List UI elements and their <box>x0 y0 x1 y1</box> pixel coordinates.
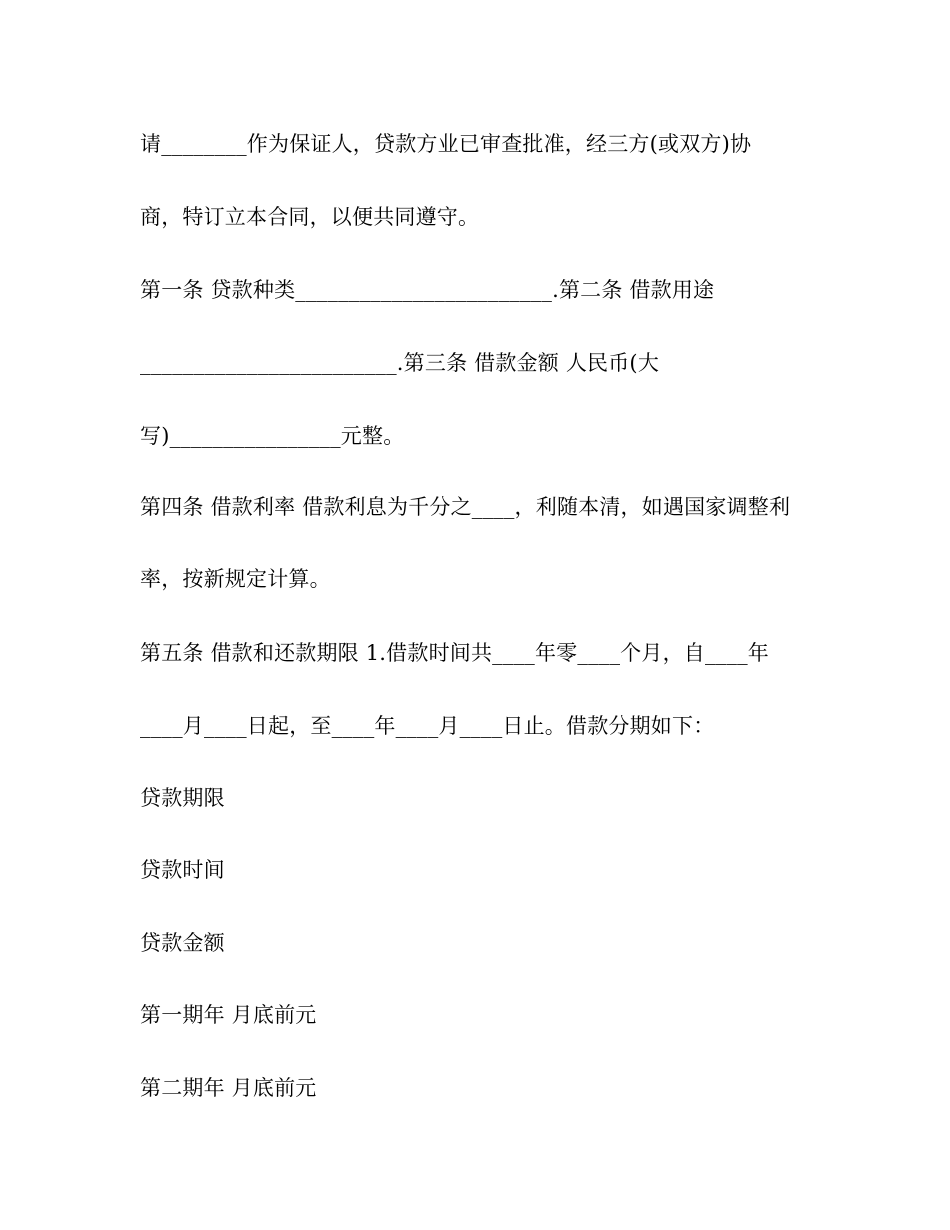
text-line: 第二期年 月底前元 <box>140 1076 317 1100</box>
text-line: 商，特订立本合同，以便共同遵守。 <box>140 205 480 229</box>
text-line: ____月____日起，至____年____月____日止。借款分期如下： <box>140 714 715 738</box>
text-line: 贷款时间 <box>140 858 225 882</box>
text-line: 贷款期限 <box>140 786 225 810</box>
text-line: 第五条 借款和还款期限 1.借款时间共____年零____个月，自____年 <box>140 641 769 665</box>
text-line: 第一期年 月底前元 <box>140 1003 317 1027</box>
text-line: 第一条 贷款种类________________________.第二条 借款用途 <box>140 278 715 302</box>
text-line: 请________作为保证人，贷款方业已审查批准，经三方(或双方)协 <box>140 132 752 156</box>
text-line: ________________________.第三条 借款金额 人民币(大 <box>140 351 660 375</box>
text-line: 第四条 借款利率 借款利息为千分之____，利随本清，如遇国家调整利 <box>140 495 791 519</box>
text-line: 贷款金额 <box>140 931 225 955</box>
text-line: 率，按新规定计算。 <box>140 567 331 591</box>
text-line: 写)________________元整。 <box>140 424 405 448</box>
